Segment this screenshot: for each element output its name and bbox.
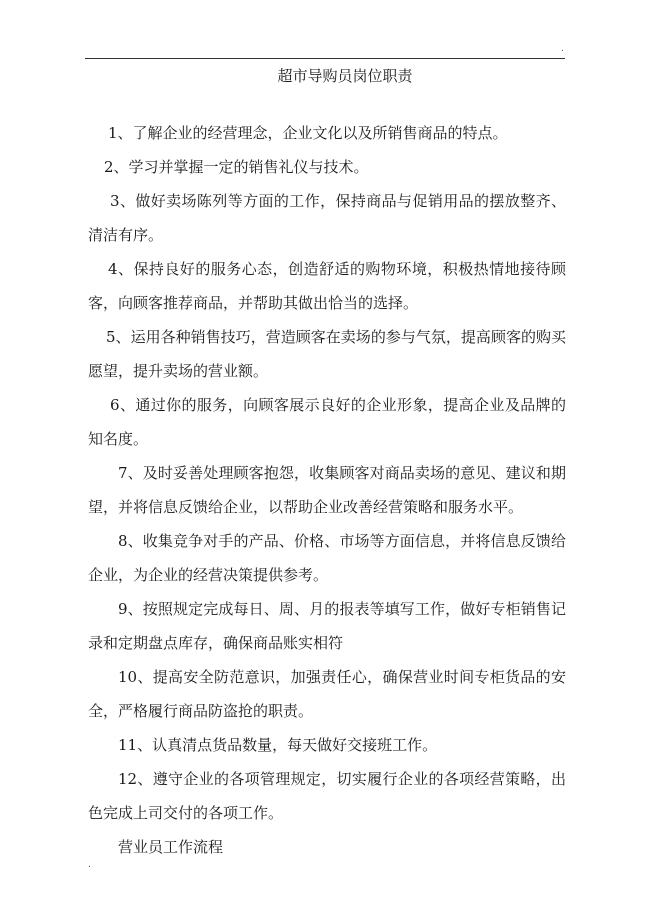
duty-item-7: 7、及时妥善处理顾客抱怨，收集顾客对商品卖场的意见、建议和期望，并将信息反馈给企业，以帮助企业改善经营策略和服务水平。 — [88, 464, 566, 516]
header-rule — [85, 58, 565, 59]
document-body — [88, 116, 566, 864]
document-title: 超市导购员岗位职责 — [277, 67, 413, 85]
duty-item-11: 11、认真清点货品数量，每天做好交接班工作。 — [118, 736, 438, 754]
duty-item-9: 9、按照规定完成每日、周、月的报表等填写工作，做好专柜销售记录和定期盘点库存，确保商品账实相符 — [88, 600, 566, 652]
duty-item-8: 8、收集竞争对手的产品、价格、市场等方面信息，并将信息反馈给企业，为企业的经营决策提供参考。 — [88, 532, 566, 584]
footer-mark: . — [88, 860, 91, 870]
duty-item-5: 5、运用各种销售技巧，营造顾客在卖场的参与气氛，提高顾客的购买愿望，提升卖场的营业额。 — [88, 328, 566, 380]
duty-item-6: 6、通过你的服务，向顾客展示良好的企业形象，提高企业及品牌的知名度。 — [88, 396, 566, 448]
duty-item-10: 10、提高安全防范意识，加强责任心，确保营业时间专柜货品的安全，严格履行商品防盗抢的职责。 — [88, 668, 566, 720]
duty-item-1: 1、了解企业的经营理念，企业文化以及所销售商品的特点。 — [108, 124, 508, 142]
duty-item-4: 4、保持良好的服务心态，创造舒适的购物环境，积极热情地接待顾客，向顾客推荐商品，并帮助其做出恰当的选择。 — [88, 260, 566, 312]
header-mark: . — [561, 44, 564, 54]
duty-item-3: 3、做好卖场陈列等方面的工作，保持商品与促销用品的摆放整齐、清洁有序。 — [88, 192, 566, 244]
section-subheading: 营业员工作流程 — [118, 838, 224, 856]
duty-item-2: 2、学习并掌握一定的销售礼仪与技术。 — [104, 158, 369, 176]
duty-item-12: 12、遵守企业的各项管理规定，切实履行企业的各项经营策略，出色完成上司交付的各项工作。 — [88, 770, 566, 822]
